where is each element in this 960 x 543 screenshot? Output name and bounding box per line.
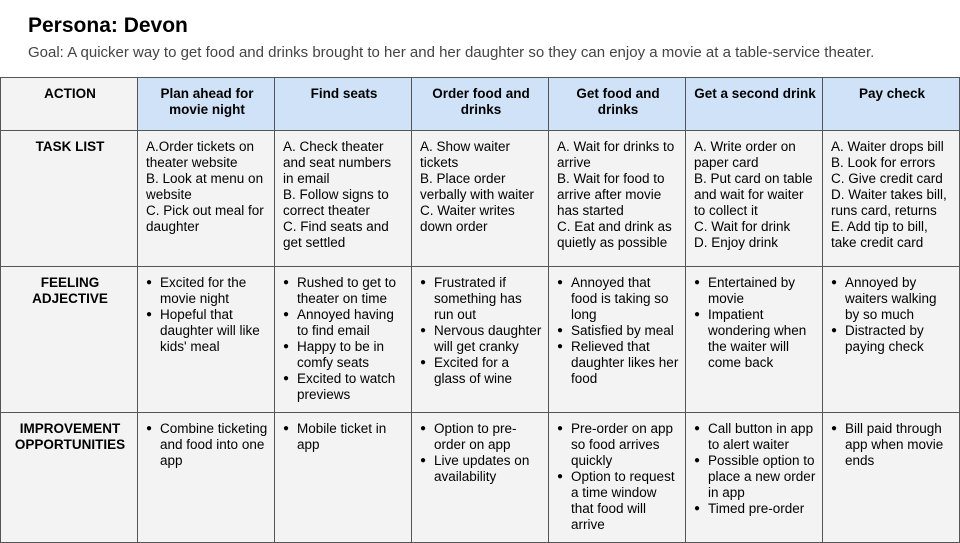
improvement-item: ● Bill paid through app when movie ends [845, 421, 953, 469]
feeling-item: ● Excited to watch previews [297, 371, 405, 403]
feeling-item: ● Relieved that daughter likes her food [571, 339, 679, 387]
task-item: C. Waiter writes down order [420, 203, 515, 234]
improvement-item: ● Mobile ticket in app [297, 421, 405, 453]
feeling-row [1, 267, 960, 413]
feeling-item: ● Excited for a glass of wine [434, 355, 542, 387]
task-item: B. Follow signs to correct theater [283, 187, 389, 218]
improvement-row [1, 413, 960, 543]
feeling-item: ● Annoyed having to find email [297, 307, 405, 339]
row-label-improvement: IMPROVEMENT OPPORTUNITIES [1, 413, 138, 543]
task-item: B. Put card on table and wait for waiter to collect it [694, 171, 813, 218]
feeling-item: ● Satisfied by meal [571, 323, 679, 339]
feeling-cell [412, 267, 549, 413]
task-list-cell [412, 131, 549, 267]
feeling-item: ● Annoyed by waiters walking by so much [845, 275, 953, 323]
feeling-item: ● Nervous daughter will get cranky [434, 323, 542, 355]
action-row [1, 78, 960, 131]
improvement-cell [686, 413, 823, 543]
task-list-cell [549, 131, 686, 267]
improvement-item: ● Combine ticketing and food into one app [160, 421, 268, 469]
task-item: A. Waiter drops bill [831, 139, 944, 154]
improvement-cell [549, 413, 686, 543]
task-list-cell [823, 131, 960, 267]
task-item: B. Wait for food to arrive after movie has started [557, 171, 665, 218]
feeling-item: ● Excited for the movie night [160, 275, 268, 307]
row-label-feeling: FEELING ADJECTIVE [1, 267, 138, 413]
task-item: E. Add tip to bill, take credit card [831, 219, 928, 250]
feeling-cell [686, 267, 823, 413]
stage-header: Get a second drink [686, 78, 823, 131]
task-item: D. Enjoy drink [694, 235, 779, 250]
task-list-row [1, 131, 960, 267]
task-item: A. Show waiter tickets [420, 139, 511, 170]
task-item: A. Wait for drinks to arrive [557, 139, 675, 170]
row-label-action: ACTION [1, 78, 138, 131]
feeling-item: ● Rushed to get to theater on time [297, 275, 405, 307]
journey-map-table [0, 77, 960, 543]
task-list-cell [138, 131, 275, 267]
improvement-item: ● Call button in app to alert waiter [708, 421, 816, 453]
improvement-cell [823, 413, 960, 543]
improvement-cell-list [283, 421, 405, 453]
feeling-cell-list [146, 275, 268, 355]
improvement-cell-list [557, 421, 679, 533]
improvement-cell-list [831, 421, 953, 469]
improvement-item: ● Option to request a time window that food will arrive [571, 469, 679, 533]
improvement-cell-list [420, 421, 542, 485]
task-item: C. Wait for drink [694, 219, 791, 234]
feeling-cell-list [831, 275, 953, 355]
feeling-item: ● Frustrated if something has run out [434, 275, 542, 323]
task-item: B. Place order verbally with waiter [420, 171, 535, 202]
stage-header: Get food and drinks [549, 78, 686, 131]
task-item: A. Write order on paper card [694, 139, 796, 170]
feeling-item: ● Entertained by movie [708, 275, 816, 307]
feeling-cell-list [557, 275, 679, 387]
feeling-item: ● Hopeful that daughter will like kids' meal [160, 307, 268, 355]
feeling-cell-list [694, 275, 816, 371]
task-list-cell [275, 131, 412, 267]
improvement-item: ● Timed pre-order [708, 501, 816, 517]
stage-header: Find seats [275, 78, 412, 131]
task-item: B. Look for errors [831, 155, 936, 170]
task-item: C. Eat and drink as quietly as possible [557, 219, 672, 250]
task-list-cell [686, 131, 823, 267]
feeling-cell [823, 267, 960, 413]
feeling-item: ● Happy to be in comfy seats [297, 339, 405, 371]
improvement-cell-list [146, 421, 268, 469]
task-item: C. Give credit card [831, 171, 943, 186]
task-item: C. Pick out meal for daughter [146, 203, 264, 234]
feeling-cell [275, 267, 412, 413]
improvement-cell [275, 413, 412, 543]
feeling-cell-list [420, 275, 542, 387]
feeling-cell [138, 267, 275, 413]
stage-header: Order food and drinks [412, 78, 549, 131]
row-label-task-list: TASK LIST [1, 131, 138, 267]
feeling-item: ● Distracted by paying check [845, 323, 953, 355]
stage-header: Plan ahead for movie night [138, 78, 275, 131]
task-item: B. Look at menu on website [146, 171, 264, 202]
improvement-item: ● Possible option to place a new order in app [708, 453, 816, 501]
improvement-cell [412, 413, 549, 543]
persona-goal: Goal: A quicker way to get food and drinks brought to her and her daughter so they can enjoy a movie at a table-service theater. [28, 44, 875, 61]
task-item: A. Check theater and seat numbers in email [283, 139, 392, 186]
stage-header: Pay check [823, 78, 960, 131]
task-item: C. Find seats and get settled [283, 219, 389, 250]
improvement-cell [138, 413, 275, 543]
feeling-item: ● Impatient wondering when the waiter will come back [708, 307, 816, 371]
feeling-cell [549, 267, 686, 413]
improvement-item: ● Live updates on availability [434, 453, 542, 485]
task-item: D. Waiter takes bill, runs card, returns [831, 187, 947, 218]
improvement-cell-list [694, 421, 816, 517]
improvement-item: ● Pre-order on app so food arrives quickly [571, 421, 679, 469]
persona-title: Persona: Devon [28, 14, 188, 37]
task-item: A.Order tickets on theater website [146, 139, 255, 170]
feeling-item: ● Annoyed that food is taking so long [571, 275, 679, 323]
feeling-cell-list [283, 275, 405, 403]
improvement-item: ● Option to pre-order on app [434, 421, 542, 453]
